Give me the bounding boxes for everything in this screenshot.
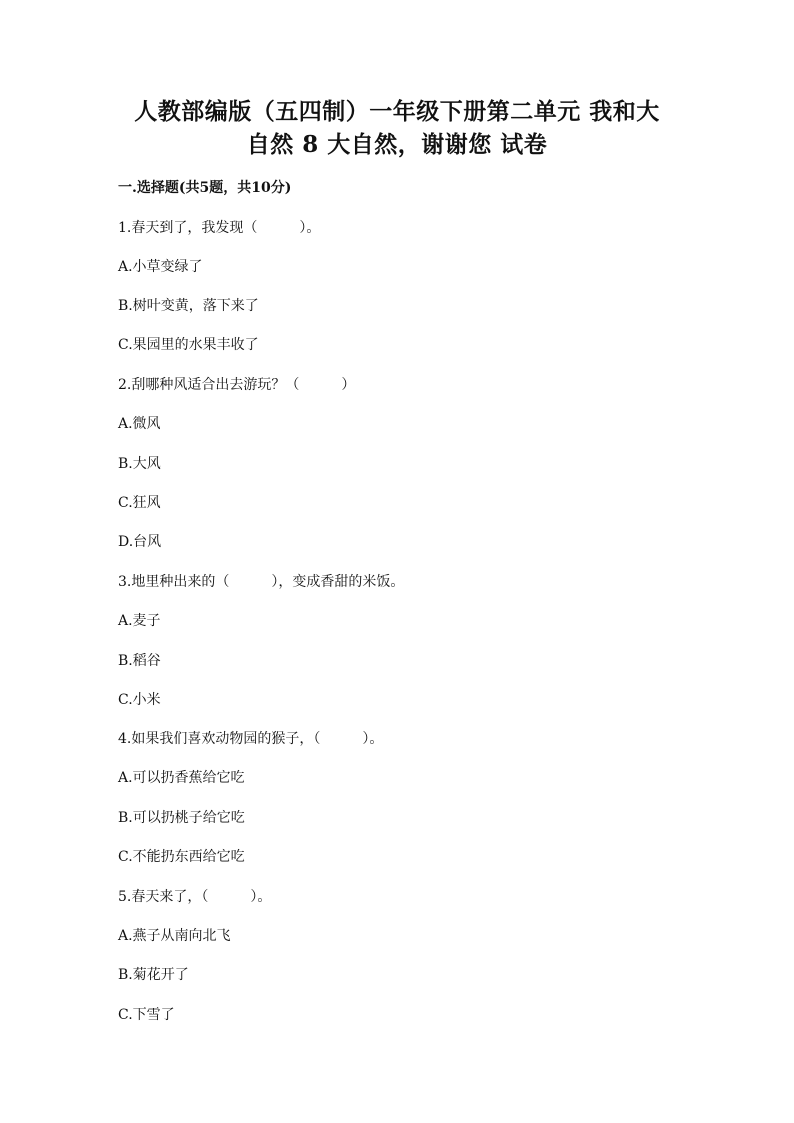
question-2-option-b: B.大风 bbox=[118, 456, 161, 472]
question-1-stem: 1.春天到了，我发现（ ）。 bbox=[118, 220, 321, 236]
document-title-line-1: 人教部编版（五四制）一年级下册第二单元 我和大 bbox=[134, 98, 660, 125]
question-5-option-c: C.下雪了 bbox=[118, 1007, 175, 1023]
question-3-stem: 3.地里种出来的（ ），变成香甜的米饭。 bbox=[118, 574, 405, 590]
question-1-option-b: B.树叶变黄，落下来了 bbox=[118, 298, 259, 314]
question-3-option-b: B.稻谷 bbox=[118, 653, 161, 669]
question-3-option-c: C.小米 bbox=[118, 692, 161, 708]
question-5-option-a: A.燕子从南向北飞 bbox=[118, 928, 231, 944]
question-2-option-d: D.台风 bbox=[118, 534, 162, 550]
question-2-stem: 2.刮哪种风适合出去游玩？（ ） bbox=[118, 377, 356, 393]
document-title-line-2: 自然 8 大自然，谢谢您 试卷 bbox=[246, 131, 548, 158]
question-5-stem: 5.春天来了，（ ）。 bbox=[118, 889, 272, 905]
question-1-option-c: C.果园里的水果丰收了 bbox=[118, 337, 259, 353]
question-5-option-b: B.菊花开了 bbox=[118, 967, 189, 983]
section-heading: 一.选择题(共5题，共10分) bbox=[118, 180, 292, 196]
question-3-option-a: A.麦子 bbox=[118, 613, 161, 629]
question-4-option-a: A.可以扔香蕉给它吃 bbox=[118, 770, 245, 786]
question-4-option-c: C.不能扔东西给它吃 bbox=[118, 849, 245, 865]
question-2-option-a: A.微风 bbox=[118, 416, 161, 432]
question-4-stem: 4.如果我们喜欢动物园的猴子，（ ）。 bbox=[118, 731, 384, 747]
question-1-option-a: A.小草变绿了 bbox=[118, 259, 203, 275]
question-2-option-c: C.狂风 bbox=[118, 495, 161, 511]
question-4-option-b: B.可以扔桃子给它吃 bbox=[118, 810, 245, 826]
